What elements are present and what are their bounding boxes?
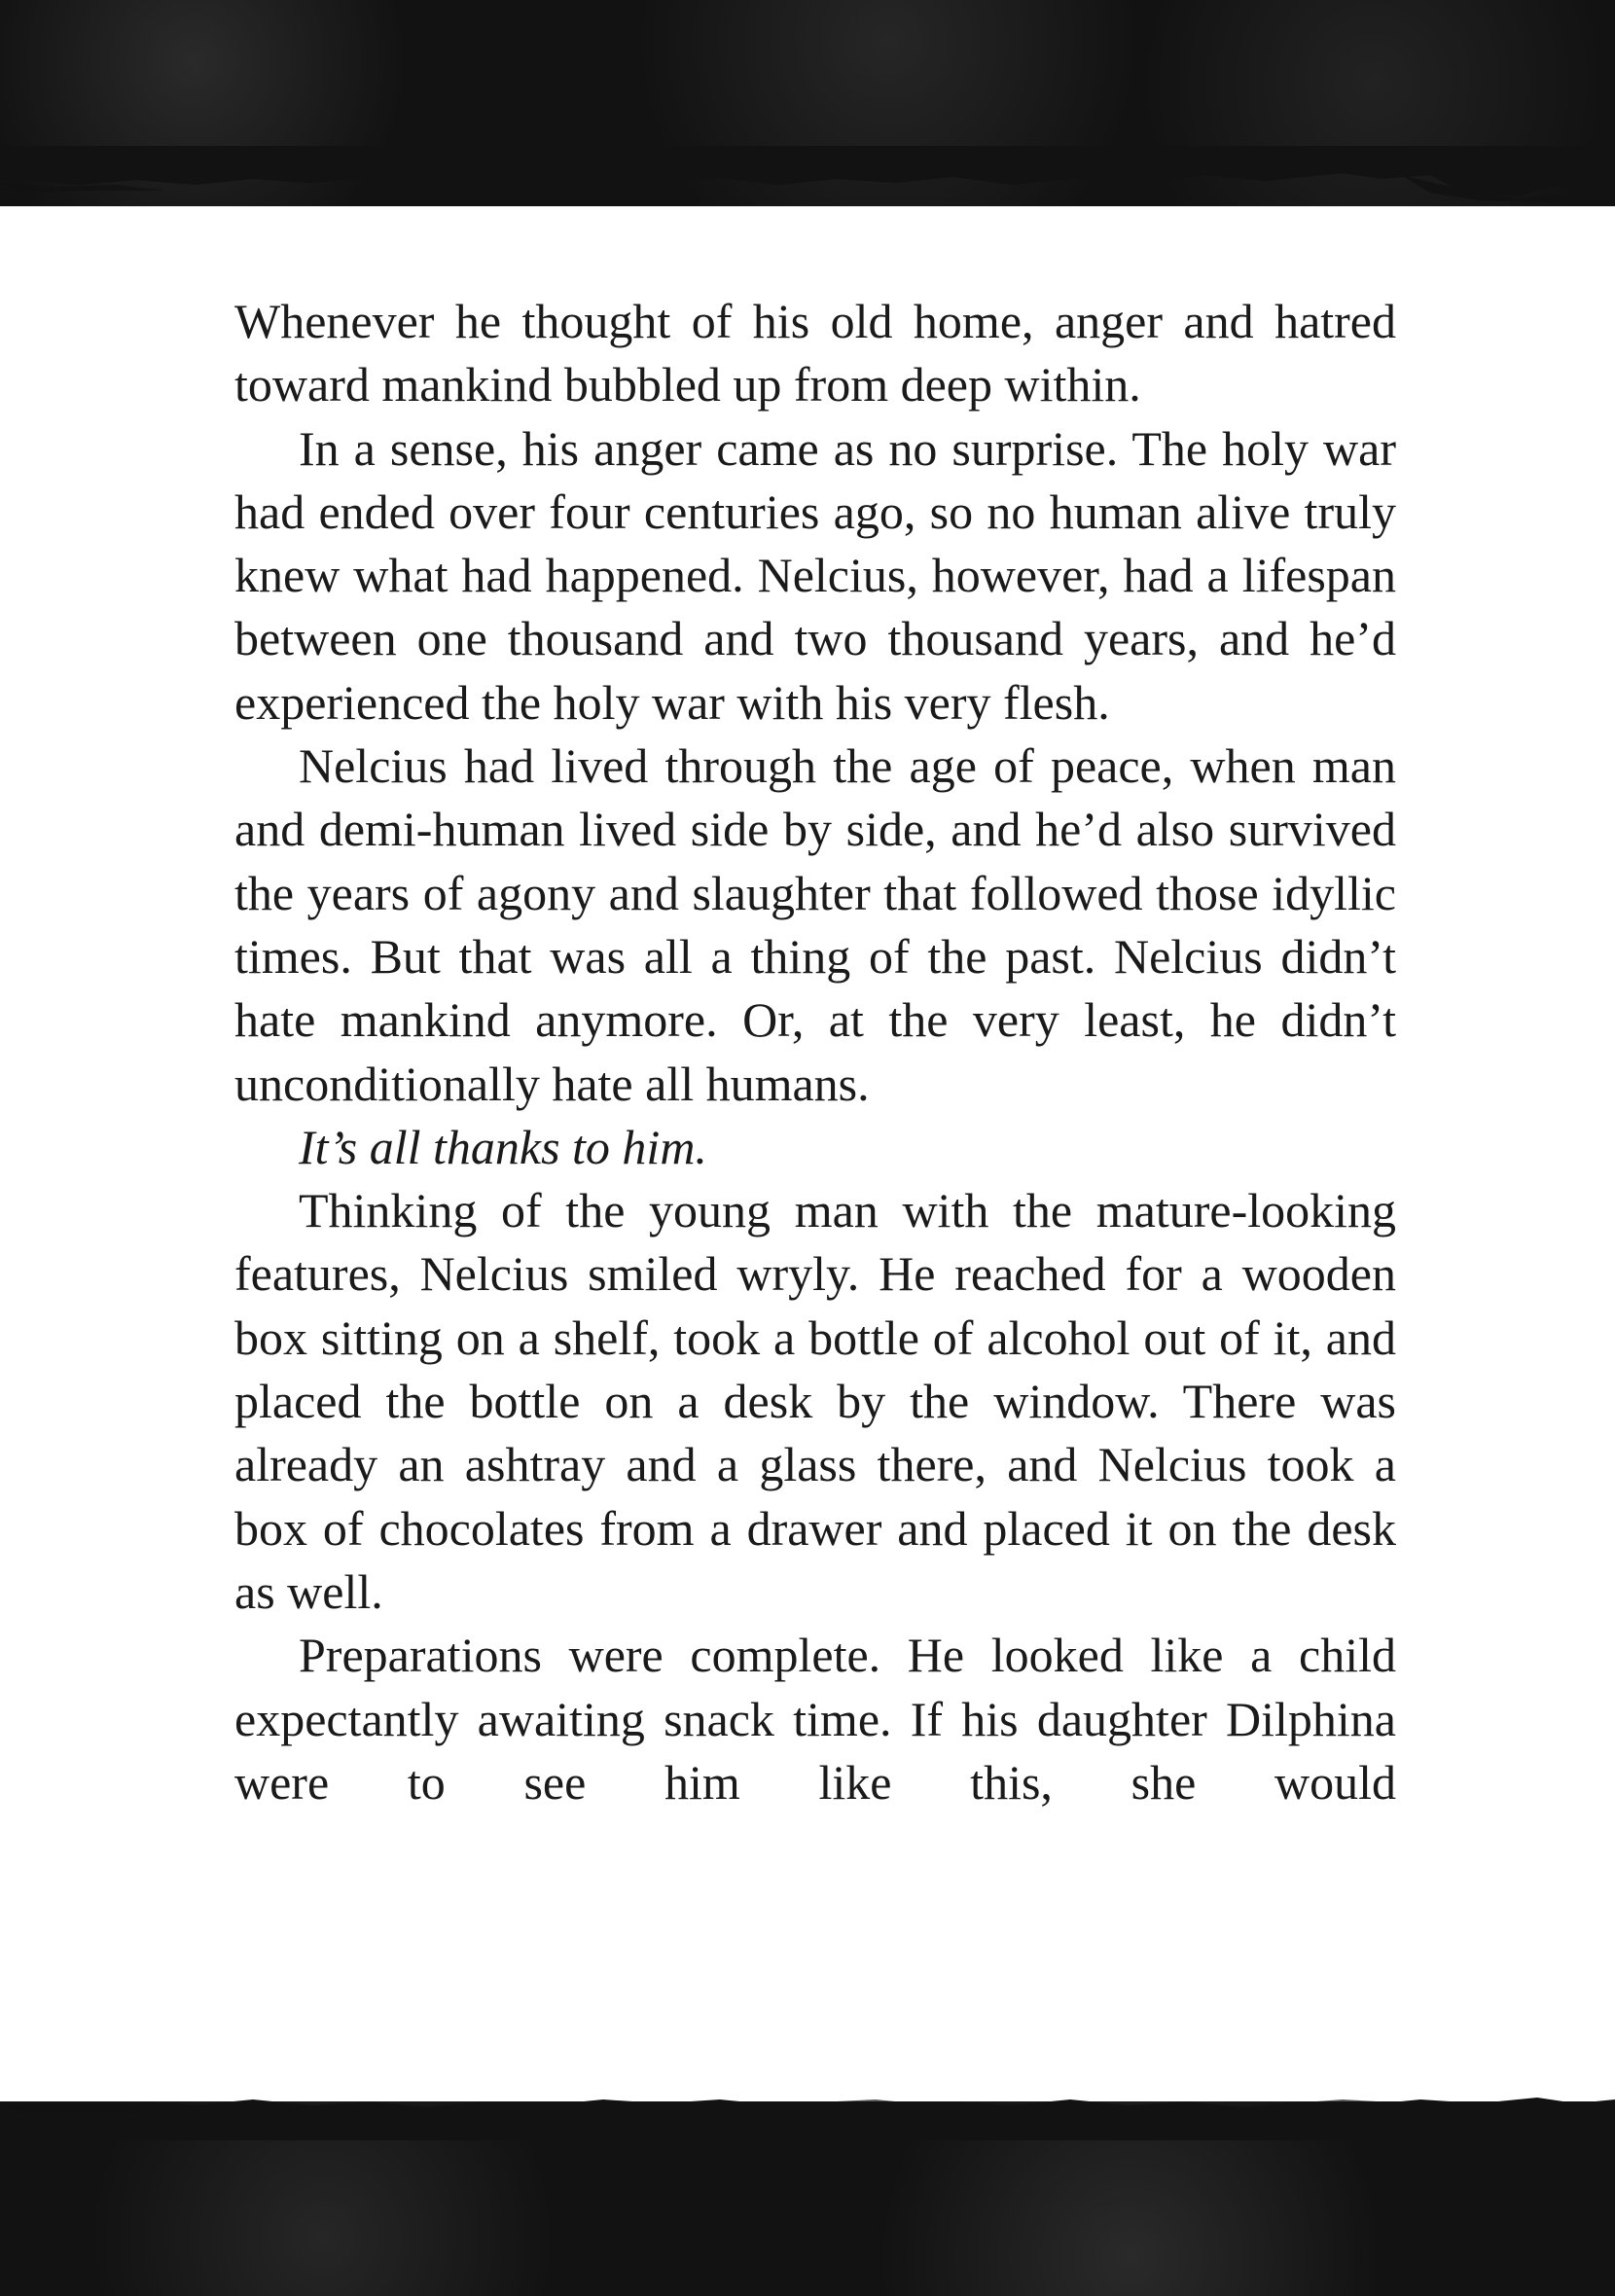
novel-page-text [234,290,1396,1814]
paragraph: Preparations were complete. He looked like a child expectantly awaiting snack time. If his daughter Dilphina were to see him like this, she would [234,1628,1396,1810]
paragraph: In a sense, his anger came as no surprise. The holy war had ended over four centuries ago, so no human alive truly knew what had happened. Nelcius, however, had a lifespan between one thousand and two thousand years, and he’d experienced the holy war with his very flesh. [234,420,1396,730]
paragraph: Thinking of the young man with the mature-looking features, Nelcius smiled wryly. He reached for a wooden box sitting on a shelf, took a bottle of alcohol out of it, and placed the bottle on a desk by the window. There was already an ashtray and a glass there, and Nelcius took a box of chocolates from a drawer and placed it on the desk as well. [234,1183,1396,1619]
paragraph: Whenever he thought of his old home, anger and hatred toward mankind bubbled up from deep within. [234,294,1396,413]
bottom-brush-edge [0,2082,1615,2140]
italic-thought: It’s all thanks to him. [299,1119,707,1174]
paragraph: Nelcius had lived through the age of peace, when man and demi-human lived side by side, and he’d also survived the years of agony and slaughter that followed those idyllic times. But that was all a thing of the past. Nelcius didn’t hate mankind anymore. Or, at the very least, he didn’t unconditionally hate all humans. [234,738,1396,1111]
top-brush-edge [0,146,1615,214]
